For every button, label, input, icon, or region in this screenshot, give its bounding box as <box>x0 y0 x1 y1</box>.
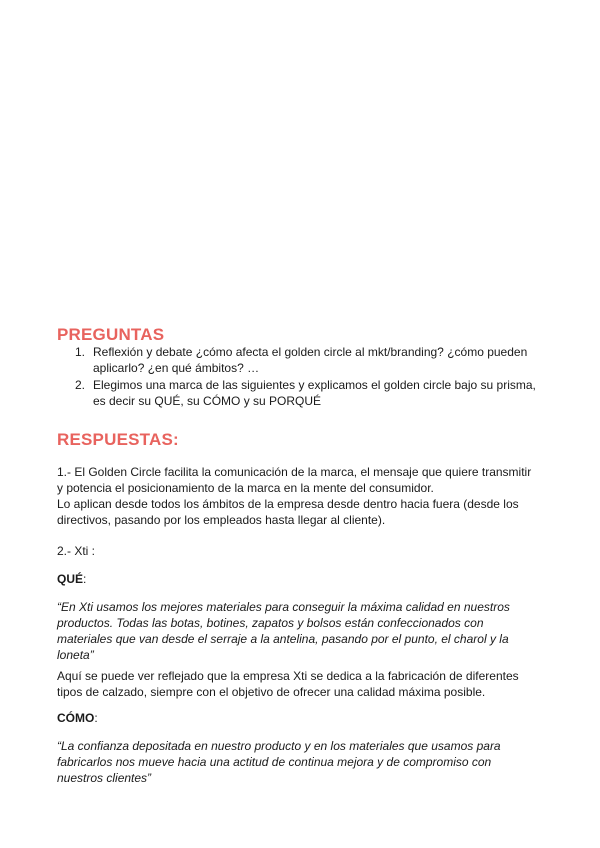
como-label-line <box>57 710 547 726</box>
quote-line: “La confianza depositada en nuestro producto y en los materiales que usamos para <box>57 739 501 753</box>
question-number: 1. <box>75 345 86 359</box>
quote-line: materiales que van desde el serraje a la antelina, pasando por el punto, el charol y la <box>57 632 509 646</box>
que-explanation <box>57 668 547 700</box>
quote-line: “En Xti usamos los mejores materiales para conseguir la máxima calidad en nuestros <box>57 600 510 614</box>
answer-line: 1.- El Golden Circle facilita la comunicación de la marca, el mensaje que quiere transmitir <box>57 465 532 479</box>
que-quote <box>57 599 547 663</box>
answer-line: y potencia el posicionamiento de la marca en la mente del consumidor. <box>57 481 434 495</box>
como-quote <box>57 738 547 786</box>
como-colon: : <box>94 711 98 725</box>
answer-1-paragraph <box>57 464 547 528</box>
explanation-line: Aquí se puede ver reflejado que la empresa Xti se dedica a la fabricación de diferentes <box>57 669 519 683</box>
respuestas-heading: RESPUESTAS: <box>57 430 179 449</box>
quote-line: productos. Todas las botas, botines, zapatos y bolsos están confeccionados con <box>57 616 484 630</box>
question-line: aplicarlo? ¿en qué ámbitos? … <box>93 361 260 375</box>
question-item-1 <box>57 344 557 376</box>
question-item-2 <box>57 377 557 409</box>
explanation-line: tipos de calzado, siempre con el objetivo de ofrecer una calidad máxima posible. <box>57 685 486 699</box>
question-line: Elegimos una marca de las siguientes y explicamos el golden circle bajo su prisma, <box>93 378 536 392</box>
quote-line: loneta” <box>57 648 94 662</box>
question-line: Reflexión y debate ¿cómo afecta el golden circle al mkt/branding? ¿cómo pueden <box>93 345 528 359</box>
answer-2-intro: 2.- Xti : <box>57 544 96 558</box>
quote-line: nuestros clientes” <box>57 771 152 785</box>
que-label: QUÉ <box>57 572 84 586</box>
que-colon: : <box>83 572 87 586</box>
question-number: 2. <box>75 378 86 392</box>
como-label: CÓMO <box>57 711 95 725</box>
preguntas-heading: PREGUNTAS <box>57 325 165 344</box>
question-line: es decir su QUÉ, su CÓMO y su PORQUÉ <box>93 394 322 408</box>
questions-list <box>57 344 557 409</box>
que-label-line <box>57 571 547 587</box>
quote-line: fabricarlos nos mueve hacia una actitud de continua mejora y de compromiso con <box>57 755 492 769</box>
answer-line: directivos, pasando por los empleados hasta llegar al cliente). <box>57 513 386 527</box>
answer-line: Lo aplican desde todos los ámbitos de la empresa desde dentro hacia fuera (desde los <box>57 497 519 511</box>
